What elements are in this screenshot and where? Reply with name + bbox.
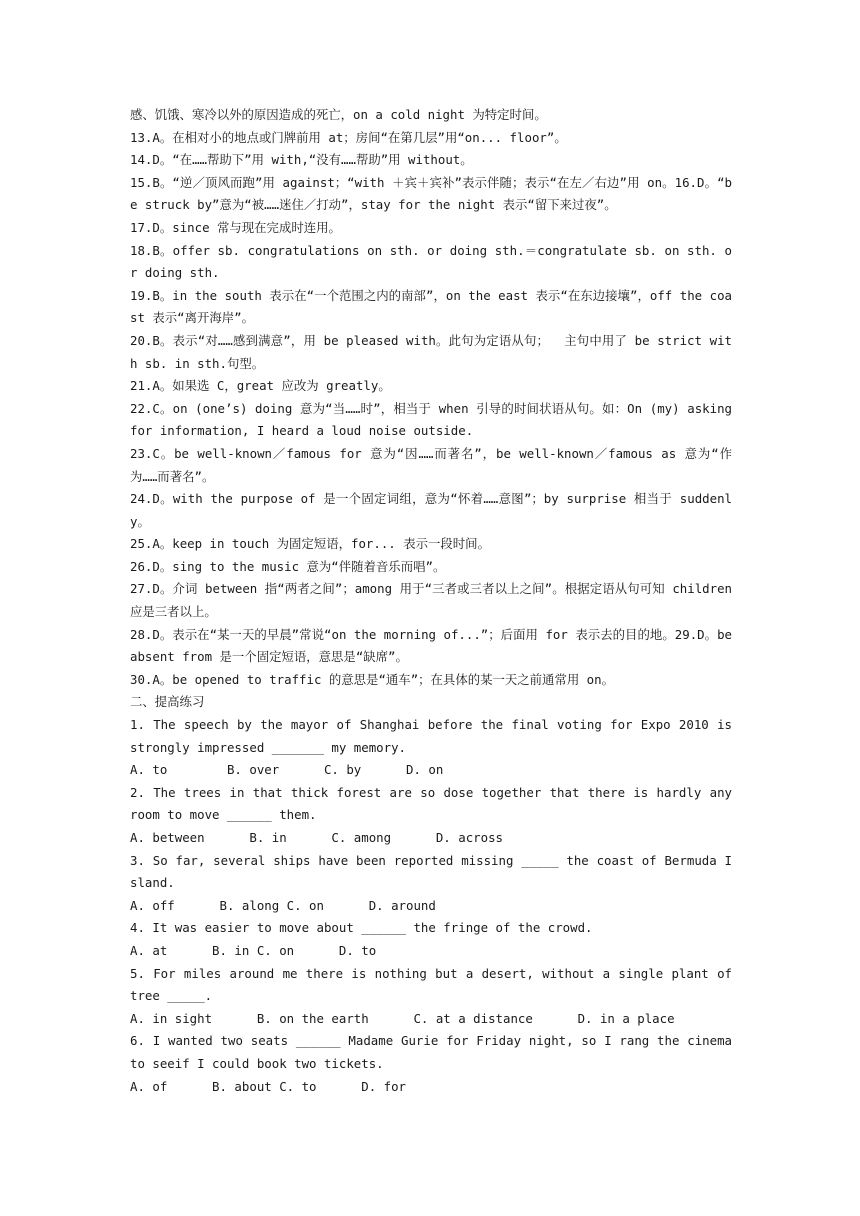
question-6 — [130, 1030, 740, 1098]
answer-25: 25.A。keep in touch 为固定短语，for... 表示一段时间。 — [130, 536, 490, 552]
answer-26: 26.D。sing to the music 意为“伴随着音乐而唱”。 — [130, 558, 446, 574]
question-options: A. of B. about C. to D. for — [130, 1078, 407, 1094]
question-stem: 2. The trees in that thick forest are so dose together that there is hardly any room to move ______ them. — [130, 784, 740, 823]
question-options: A. off B. along C. on D. around — [130, 897, 436, 913]
answer-27: 27.D。介词 between 指“两者之间”；among 用于“三者或三者以上之间”。根据定语从句可知 children 应是三者以上。 — [130, 581, 740, 620]
answer-20: 20.B。表示“对……感到满意”，用 be pleased with。此句为定语从句； 主句中用了 be strict with sb. in sth.句型。 — [130, 332, 732, 371]
answer-13: 13.A。在相对小的地点或门牌前用 at；房间“在第几层”用“on... floor”。 — [130, 129, 567, 145]
answer-21: 21.A。如果选 C，great 应改为 greatly。 — [130, 378, 391, 394]
answer-18: 18.B。offer sb. congratulations on sth. or doing sth.＝congratulate sb. on sth. or doing sth. — [130, 242, 732, 281]
question-4 — [130, 917, 732, 962]
question-stem: 5. For miles around me there is nothing but a desert, without a single plant of tree _____. — [130, 965, 740, 1004]
question-stem: 3. So far, several ships have been reported missing _____ the coast of Bermuda Island. — [130, 852, 732, 891]
answer-28-29: 28.D。表示在“某一天的早晨”常说“on the morning of...”；后面用 for 表示去的目的地。29.D。be absent from 是一个固定短语，意思是“缺席”。 — [130, 626, 740, 665]
answer-19: 19.B。in the south 表示在“一个范围之内的南部”，on the east 表示“在东边接壤”，off the coast 表示“离开海岸”。 — [130, 287, 732, 326]
question-stem: 6. I wanted two seats ______ Madame Gurie for Friday night, so I rang the cinema to seeif I could book two tickets. — [130, 1033, 740, 1071]
question-2 — [130, 782, 740, 850]
question-3 — [130, 850, 732, 918]
question-options: A. between B. in C. among D. across — [130, 830, 503, 845]
answer-17: 17.D。since 常与现在完成时连用。 — [130, 219, 341, 235]
answer-30: 30.A。be opened to traffic 的意思是“通车”；在具体的某一天之前通常用 on。 — [130, 671, 614, 687]
question-stem: 4. It was easier to move about ______ the fringe of the crowd. — [130, 920, 593, 936]
question-options: A. at B. in C. on D. to — [130, 942, 377, 958]
question-options: A. in sight B. on the earth C. at a distance D. in a place — [130, 1010, 675, 1026]
answer-14: 14.D。“在……帮助下”用 with,“没有……帮助”用 without。 — [130, 152, 473, 168]
answer-15-16: 15.B。“逆／顶风而跑”用 against；“with ＋宾＋宾补”表示伴随；表示“在左／右边”用 on。16.D。“be struck by”意为“被……迷住／打动”，stay for the night 表示“留下来过夜”。 — [130, 174, 732, 213]
question-1 — [130, 714, 740, 782]
document-page — [130, 104, 740, 1098]
answer-22: 22.C。on (one’s) doing 意为“当……时”，相当于 when 引导的时间状语从句。如：On (my) asking for information, I heard a loud noise outside. — [130, 400, 740, 439]
section-heading: 二、提高练习 — [130, 694, 205, 710]
answer-24: 24.D。with the purpose of 是一个固定词组，意为“怀着……意图”；by surprise 相当于 suddenly。 — [130, 491, 732, 529]
question-stem: 1. The speech by the mayor of Shanghai before the final voting for Expo 2010 is strongly impressed _______ my memory. — [130, 717, 740, 755]
question-options: A. to B. over C. by D. on — [130, 762, 444, 778]
question-5 — [130, 963, 740, 1031]
answer-23: 23.C。be well-known／famous for 意为“因……而著名”，be well-known／famous as 意为“作为……而著名”。 — [130, 445, 732, 484]
answer-line-12-cont: 感、饥饿、寒冷以外的原因造成的死亡，on a cold night 为特定时间。 — [130, 107, 547, 122]
